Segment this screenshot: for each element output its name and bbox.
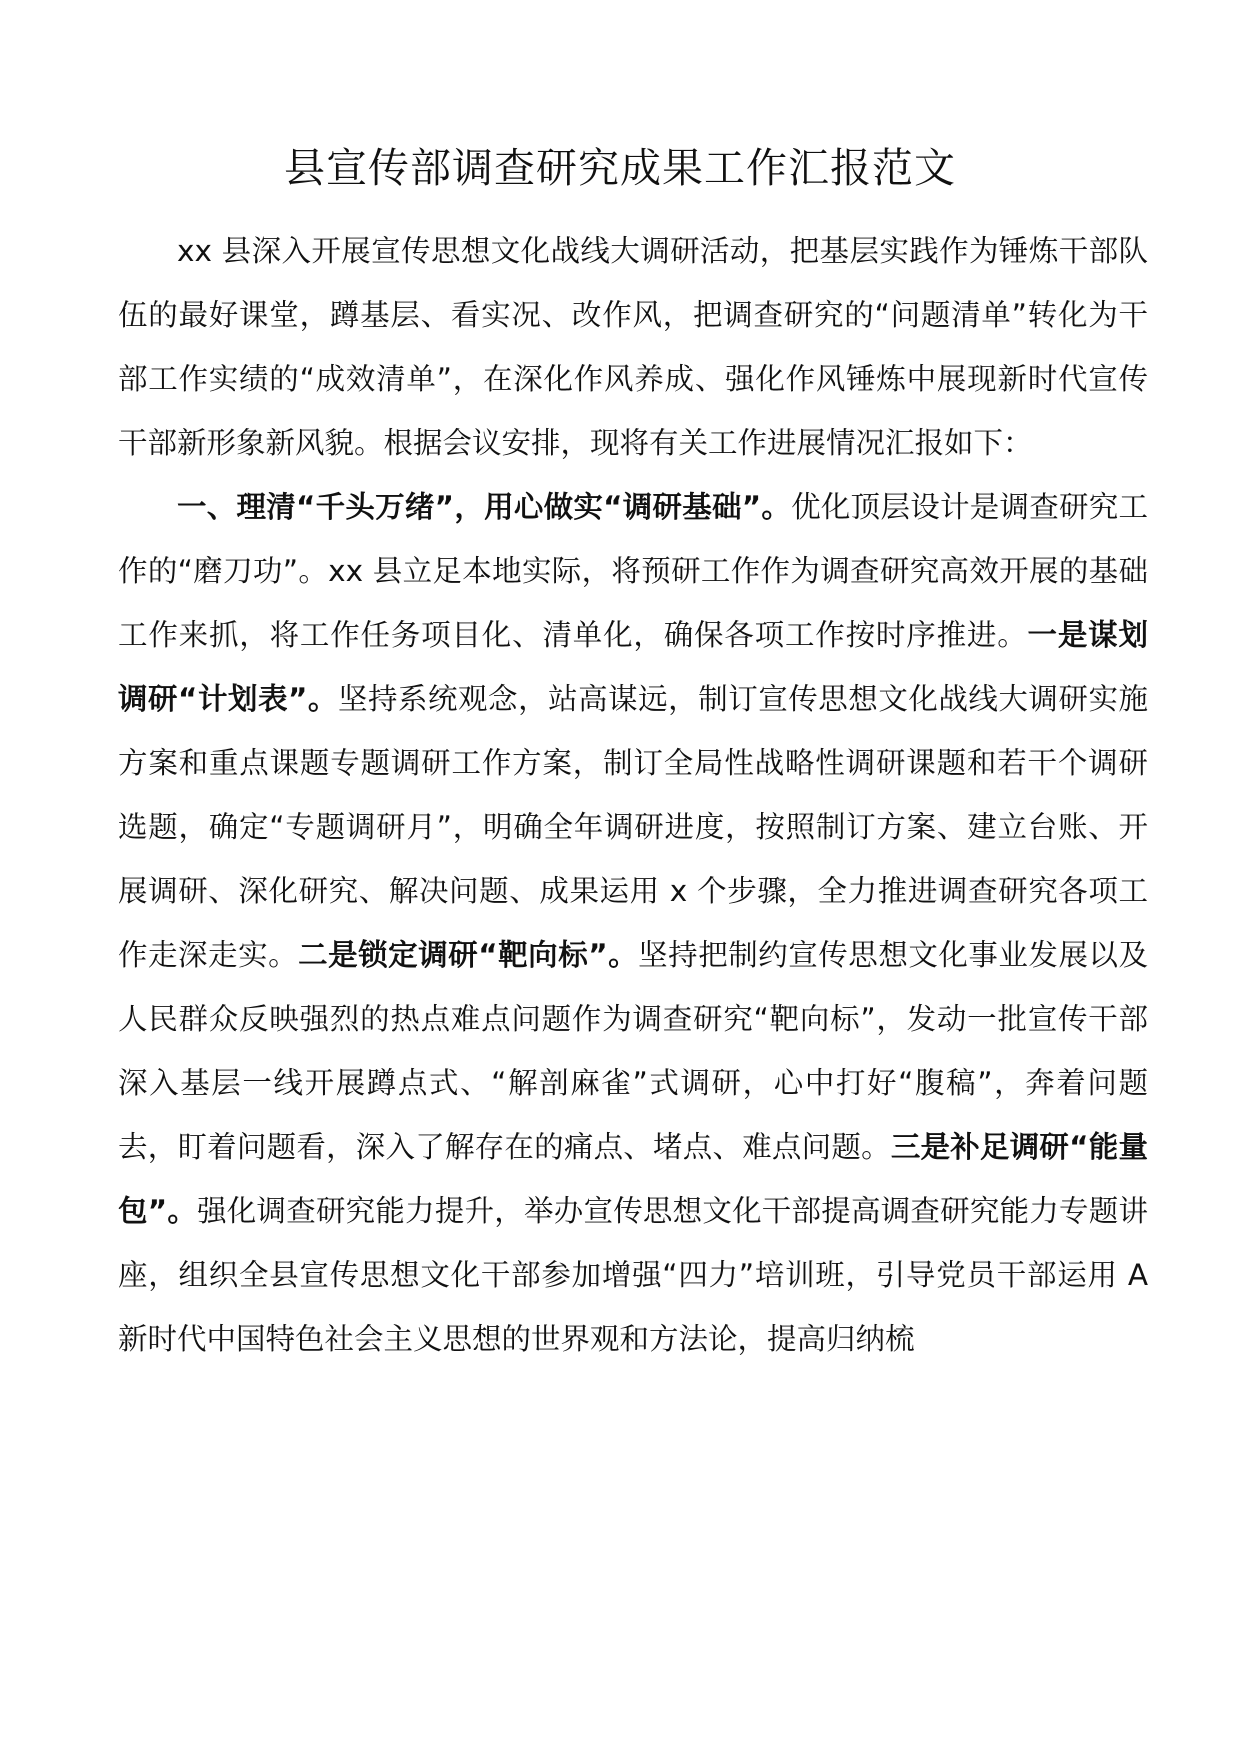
point-1-label: 一是谋划调研“计划表”。 [118,618,1148,716]
point-2-label: 二是锁定调研“靶向标”。 [298,938,639,972]
point-3-text: 强化调查研究能力提升，举办宣传思想文化干部提高调查研究能力专题讲座，组织全县宣传思想文化干部参加增强“四力”培训班，引导党员干部运用 A 新时代中国特色社会主义思想的世界观和方法论，提高归纳梳 [118,1194,1148,1356]
point-3-label: 三是补足调研“能量包”。 [118,1130,1148,1228]
section-1-paragraph [118,475,1148,1371]
point-1-text: 坚持系统观念，站高谋远，制订宣传思想文化战线大调研实施方案和重点课题专题调研工作方案，制订全局性战略性调研课题和若干个调研选题，确定“专题调研月”，明确全年调研进度，按照制订方案、建立台账、开展调研、深化研究、解决问题、成果运用 x 个步骤，全力推进调查研究各项工作走深走实。 [118,682,1148,972]
document-body [118,219,1148,1371]
intro-paragraph: xx 县深入开展宣传思想文化战线大调研活动，把基层实践作为锤炼干部队伍的最好课堂，蹲基层、看实况、改作风，把调查研究的“问题清单”转化为干部工作实绩的“成效清单”，在深化作风养成、强化作风锤炼中展现新时代宣传干部新形象新风貌。根据会议安排，现将有关工作进展情况汇报如下： [118,234,1148,460]
point-2-text: 坚持把制约宣传思想文化事业发展以及人民群众反映强烈的热点难点问题作为调查研究“靶向标”，发动一批宣传干部深入基层一线开展蹲点式、“解剖麻雀”式调研，心中打好“腹稿”，奔着问题去，盯着问题看，深入了解存在的痛点、堵点、难点问题。 [118,938,1148,1164]
section-1-heading: 一、理清“千头万绪”，用心做实“调研基础”。 [177,490,792,524]
document-title: 县宣传部调查研究成果工作汇报范文 [284,144,956,192]
section-1-lead: 优化顶层设计是调查研究工作的“磨刀功”。xx 县立足本地实际，将预研工作作为调查研究高效开展的基础工作来抓，将工作任务项目化、清单化，确保各项工作按时序推进。 [118,490,1148,652]
